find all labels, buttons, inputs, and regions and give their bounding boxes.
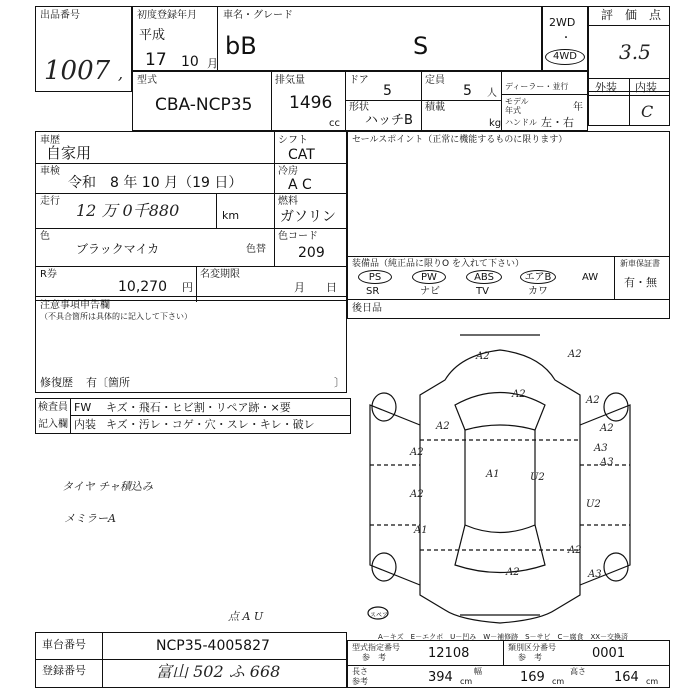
damage-mark: A3 [600,457,614,468]
equip-airbag: エアB [520,270,556,284]
handle: 左・右 [541,116,574,129]
history-box: 車歴 自家用 シフト CAT 車検 令和 8 年 10 月（19 日） 冷房 A C 走行 12 万 0千880 km 燃料 ガソリン 色 ブラックマイカ 色替 色コード 209 R券 10,270 円 名変期限 月 日 [35,131,347,301]
sales-point-label: セールスポイント（正常に機能するものに限ります） [352,135,568,145]
mileage: 12 万 0千880 [76,201,180,220]
inspector-box: 検査員 記入欄 FW キズ・飛石・ヒビ割・リペア跡・×要 内装 キズ・汚レ・コゲ・穴・スレ・キレ・破レ [35,398,351,434]
damage-mark: U2 [586,499,601,510]
warranty: 有・無 [624,276,657,289]
lot-number: 1007 [44,56,111,86]
width: 169 [520,670,545,685]
equip-ps: PS [358,270,392,284]
equip-abs: ABS [466,270,502,284]
damage-mark: A1 [414,525,428,536]
damage-mark: A3 [588,569,602,580]
damage-mark: A1 [486,469,500,480]
damage-mark: A3 [594,443,608,454]
model-code: CBA-NCP35 [155,95,253,115]
equip-aw: AW [582,272,599,283]
car-damage-diagram [350,325,670,630]
height: 164 [614,670,639,685]
footer-right: 型式指定番号 参 考 12108 類別区分番号 参 考 0001 長さ 参考 394 cm 幅 169 cm 高さ 164 cm [347,640,670,688]
damage-mark: U2 [530,472,545,483]
first-reg-label: 初度登録年月 [137,10,197,21]
lot-label: 出品番号 [40,10,80,21]
damage-mark: A2 [512,389,526,400]
damage-mark: A2 [586,395,600,406]
chassis-number: NCP35-4005827 [156,638,270,654]
body-type: ハッチB [365,113,413,128]
score-value: 3.5 [619,40,651,64]
capacity: 5 [463,83,472,99]
interior-grade: C [641,102,654,121]
equipment-box: 装備品（純正品に限りO を入れて下さい） PS PW ABS エアB AW SR ナビ TV カワ 新車保証書 有・無 [347,256,670,300]
car-name: bB [225,32,257,60]
doors: 5 [383,83,392,99]
damage-mark: A2 [410,447,424,458]
notes-label: 注意事項申告欄 [40,300,110,311]
equip-pw: PW [412,270,446,284]
spec-box: 型式 CBA-NCP35 排気量 1496 cc ドア 5 定員 5 人 形状 ハッチB 積載 kg ディーラー・並行 モデル年式 年 ハンドル 左・右 [132,71,588,131]
exterior-interior-box: 外装 内装 C [588,78,670,126]
usage-type: 自家用 [46,144,92,162]
notes-box: 注意事項申告欄 （不具合箇所は具体的に記入して下さい） 修復歴 有〔箇所 〕 [35,296,347,393]
era: 平成 [139,28,166,43]
grade: S [413,32,429,60]
first-reg-box: 初度登録年月 平成 17 10 月 車名・グレード bB S [132,6,542,71]
lot-box: 出品番号 1007 , [35,6,132,92]
inspection-date: 令和 8 年 10 月（19 日） [68,175,243,191]
shift: CAT [288,147,315,163]
reg-year: 17 [145,50,167,70]
handwritten-note-1: タイヤ チャ積込み [62,480,153,493]
category-number: 0001 [592,646,626,661]
color: ブラックマイカ [76,242,160,256]
diagram-legend: A－キズ E－エクボ U－凹み W－補修跡 S－サビ C－腐食 XX－交換済 [378,633,629,641]
reg-month: 10 [181,54,199,70]
damage-mark: A2 [410,489,424,500]
length: 394 [428,670,453,685]
footer-left: 車台番号 NCP35-4005827 登録番号 富山 502 ふ 668 [35,632,347,688]
score-label: 評 価 点 [601,8,662,22]
handwritten-note-2: メミラーA [64,512,116,525]
spare-label: スペア [370,612,389,619]
fuel: ガソリン [280,209,336,225]
repair-history: 有〔箇所 [86,376,130,389]
car-name-label: 車名・グレード [223,10,293,21]
after-items-box: 後日品 [347,299,670,319]
equipment-label: 装備品（純正品に限りO を入れて下さい） [352,259,524,269]
damage-mark: A2 [600,423,614,434]
color-code: 209 [298,245,325,261]
displacement: 1496 [289,93,333,113]
model-spec-number: 12108 [428,646,470,661]
damage-mark: A2 [436,421,450,432]
damage-mark: A2 [568,545,582,556]
plate-number: 富山 502 ふ 668 [156,662,281,681]
damage-mark: A2 [506,567,520,578]
drive-4wd-circle: 4WD [545,49,585,65]
aircon: A C [288,177,312,193]
damage-mark: A2 [476,351,490,362]
handwritten-note-3: 点 A U [228,610,264,623]
sales-point-box [347,131,670,257]
recycle-fee: 10,270 [118,279,167,295]
drive-box: 2WD ・ 4WD [542,6,588,71]
damage-mark: A2 [568,349,582,360]
